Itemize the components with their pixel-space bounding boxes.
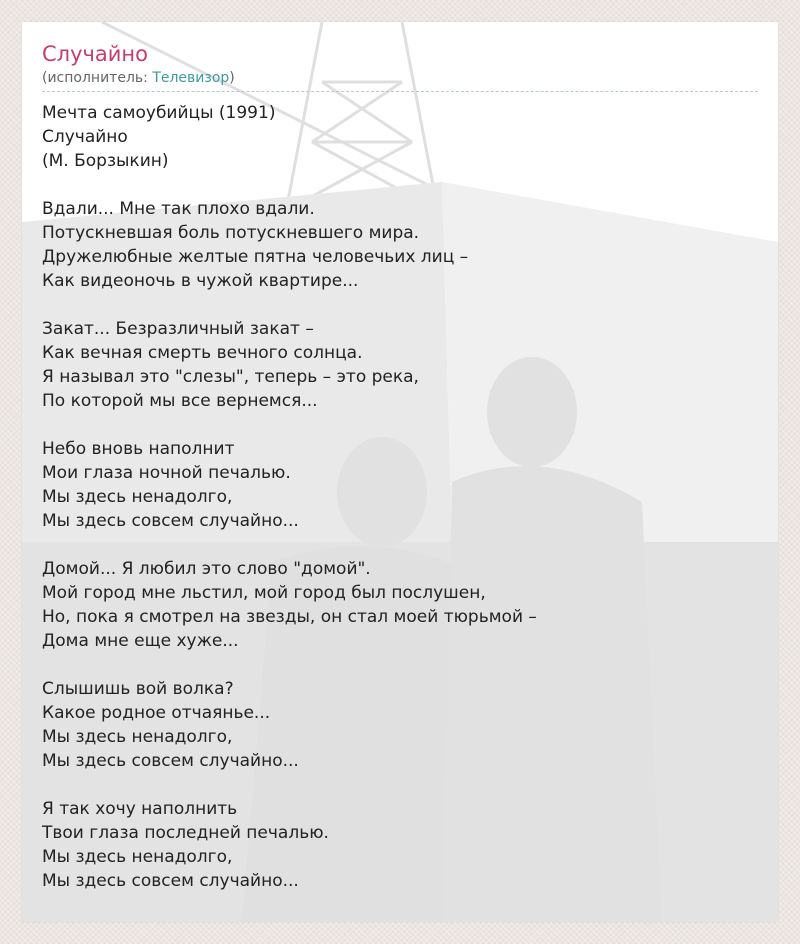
lyrics-line: Мы здесь совсем случайно... — [42, 751, 299, 771]
lyrics-line: Мой город мне льстил, мой город был послушен, — [42, 583, 486, 603]
lyrics-line: Дружелюбные желтые пятна человечьих лиц – — [42, 247, 469, 267]
lyrics-line: Но, пока я смотрел на звезды, он стал моей тюрьмой – — [42, 607, 537, 627]
lyrics-line: Как видеоночь в чужой квартире... — [42, 271, 359, 291]
lyrics-line: Потускневшая боль потускневшего мира. — [42, 223, 420, 243]
lyrics-line: Мы здесь совсем случайно... — [42, 511, 299, 531]
lyrics-line: Вдали... Мне так плохо вдали. — [42, 199, 315, 219]
lyrics-text — [42, 101, 758, 893]
lyrics-line: Твои глаза последней печалью. — [42, 823, 329, 843]
lyrics-line: Мы здесь ненадолго, — [42, 487, 233, 507]
lyrics-line: Мои глаза ночной печалью. — [42, 463, 291, 483]
lyrics-line: Домой... Я любил это слово "домой". — [42, 559, 371, 579]
artist-suffix: ) — [229, 70, 235, 86]
stanza-gap — [42, 653, 758, 677]
lyrics-line: (М. Борзыкин) — [42, 151, 169, 171]
lyrics-line: По которой мы все вернемся... — [42, 391, 318, 411]
lyrics-line: Мы здесь ненадолго, — [42, 847, 233, 867]
lyrics-line: Мы здесь совсем случайно... — [42, 871, 299, 891]
lyrics-line: Дома мне еще хуже... — [42, 631, 239, 651]
lyrics-line: Мечта самоубийцы (1991) — [42, 103, 276, 123]
lyrics-content — [42, 40, 758, 893]
lyrics-line: Я так хочу наполнить — [42, 799, 238, 819]
lyrics-line: Случайно — [42, 127, 128, 147]
lyrics-line: Слышишь вой волка? — [42, 679, 234, 699]
lyrics-line: Какое родное отчаянье... — [42, 703, 271, 723]
song-title: Случайно — [42, 42, 149, 66]
stanza-gap — [42, 773, 758, 797]
artist-link[interactable]: Телевизор — [152, 70, 230, 86]
lyrics-line: Мы здесь ненадолго, — [42, 727, 233, 747]
stanza-gap — [42, 413, 758, 437]
lyrics-line: Закат... Безразличный закат – — [42, 319, 314, 339]
lyrics-card — [22, 22, 778, 922]
stanza-gap — [42, 293, 758, 317]
artist-prefix: (исполнитель: — [42, 70, 153, 86]
lyrics-line: Как вечная смерть вечного солнца. — [42, 343, 363, 363]
stanza-gap — [42, 173, 758, 197]
stanza-gap — [42, 533, 758, 557]
artist-line — [42, 68, 758, 92]
lyrics-line: Я называл это "слезы", теперь – это река, — [42, 367, 419, 387]
lyrics-line: Небо вновь наполнит — [42, 439, 235, 459]
